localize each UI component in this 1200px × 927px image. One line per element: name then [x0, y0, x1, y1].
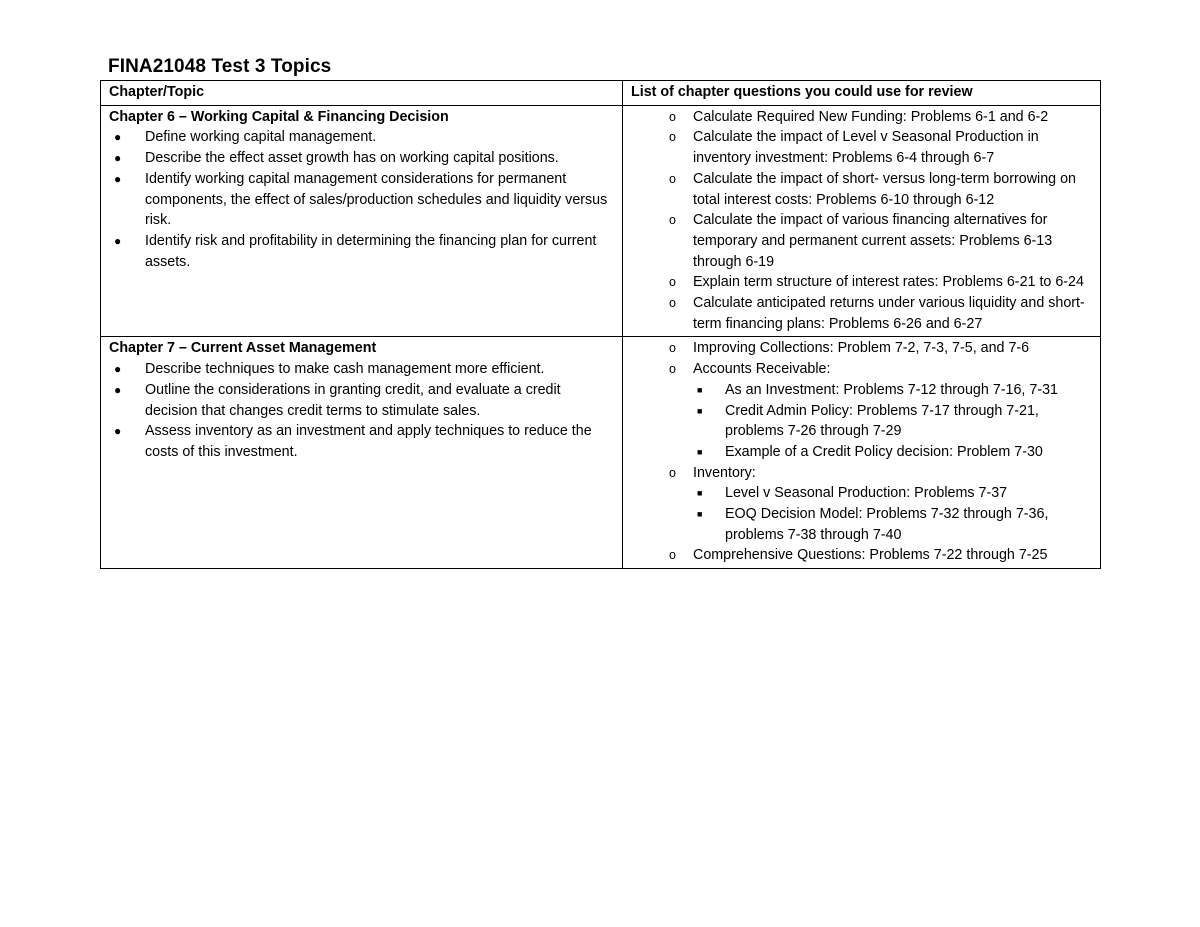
question-text: Calculate the impact of short- versus long-term borrowing on total interest costs: Problems 6-10 through 6-12: [693, 170, 1077, 208]
sub-questions-list: [693, 483, 1094, 545]
objective-text: Identify risk and profitability in determining the financing plan for current assets.: [145, 232, 597, 270]
objective-text: Assess inventory as an investment and apply techniques to reduce the costs of this investment.: [145, 423, 592, 460]
circle-bullet-icon: o: [669, 341, 676, 356]
objective-item: [109, 169, 616, 231]
sub-question-item: [693, 401, 1094, 442]
square-bullet-icon: ■: [697, 509, 703, 520]
circle-bullet-icon: o: [669, 465, 676, 480]
square-bullet-icon: ■: [697, 384, 703, 395]
square-bullet-icon: ■: [697, 446, 703, 457]
question-text: Improving Collections: Problem 7-2, 7-3, 7-5, and 7-6: [693, 340, 1030, 357]
question-text: Explain term structure of interest rates: Problems 6-21 to 6-24: [693, 274, 1084, 291]
circle-bullet-icon: o: [669, 362, 676, 377]
circle-bullet-icon: o: [669, 171, 676, 186]
question-item: [631, 545, 1094, 566]
chapter-title: Chapter 6 – Working Capital & Financing Decision: [109, 108, 449, 125]
square-bullet-icon: ■: [697, 405, 703, 416]
topics-table: [100, 80, 1101, 569]
column-header-chapter-topic: Chapter/Topic: [101, 81, 623, 106]
questions-list: [631, 107, 1094, 335]
question-item: [631, 293, 1094, 334]
review-questions-cell: [623, 337, 1101, 569]
square-bullet-icon: ■: [697, 488, 703, 499]
objective-item: [109, 380, 616, 421]
chapter-title: Chapter 7 – Current Asset Management: [109, 340, 377, 357]
bullet-icon: ●: [114, 233, 122, 248]
sub-question-text: Credit Admin Policy: Problems 7-17 through 7-21, problems 7-26 through 7-29: [725, 402, 1039, 440]
circle-bullet-icon: o: [669, 548, 676, 563]
circle-bullet-icon: o: [669, 275, 676, 290]
question-text: Calculate the impact of Level v Seasonal Production in inventory investment: Problems 6-4 through 6-7: [693, 129, 1039, 167]
objectives-list: [109, 127, 616, 272]
question-item: [631, 359, 1094, 463]
circle-bullet-icon: o: [669, 130, 676, 145]
table-row-chapter-7: [101, 337, 1101, 569]
circle-bullet-icon: o: [669, 109, 676, 124]
objectives-list: [109, 359, 616, 463]
objective-text: Describe the effect asset growth has on working capital positions.: [145, 150, 559, 167]
question-text: Inventory:: [693, 464, 756, 481]
questions-list: [631, 338, 1094, 566]
table-row-chapter-6: [101, 105, 1101, 337]
table-header-row: [101, 81, 1101, 106]
chapter-topic-cell: [101, 337, 623, 569]
circle-bullet-icon: o: [669, 296, 676, 311]
question-item: [631, 463, 1094, 546]
sub-question-item: [693, 380, 1094, 401]
objective-item: [109, 359, 616, 380]
bullet-icon: ●: [114, 151, 122, 166]
review-questions-cell: [623, 105, 1101, 337]
page-title: FINA21048 Test 3 Topics: [108, 56, 332, 77]
question-text: Calculate anticipated returns under various liquidity and short-term financing plans: Problems 6-26 and 6-27: [693, 295, 1085, 332]
objective-text: Identify working capital management considerations for permanent components, the effect of sales/production schedules and liquidity versus risk.: [145, 170, 608, 229]
objective-text: Describe techniques to make cash management more efficient.: [145, 361, 545, 378]
question-text: Calculate Required New Funding: Problems 6-1 and 6-2: [693, 108, 1049, 125]
question-item: [631, 338, 1094, 359]
question-item: [631, 169, 1094, 210]
objective-item: [109, 421, 616, 462]
question-text: Accounts Receivable:: [693, 361, 831, 378]
sub-question-item: [693, 504, 1094, 545]
objective-text: Outline the considerations in granting credit, and evaluate a credit decision that changes credit terms to stimulate sales.: [145, 381, 561, 419]
sub-question-text: Level v Seasonal Production: Problems 7-37: [725, 485, 1008, 502]
bullet-icon: ●: [114, 130, 122, 145]
question-item: [631, 107, 1094, 128]
chapter-topic-cell: [101, 105, 623, 337]
sub-question-text: As an Investment: Problems 7-12 through 7-16, 7-31: [725, 381, 1058, 398]
question-text: Calculate the impact of various financing alternatives for temporary and permanent current assets: Problems 6-13 through 6-19: [693, 212, 1053, 270]
bullet-icon: ●: [114, 424, 122, 439]
bullet-icon: ●: [114, 362, 122, 377]
question-item: [631, 272, 1094, 293]
question-text: Comprehensive Questions: Problems 7-22 through 7-25: [693, 547, 1048, 564]
sub-questions-list: [693, 380, 1094, 463]
sub-question-item: [693, 442, 1094, 463]
sub-question-text: EOQ Decision Model: Problems 7-32 through 7-36, problems 7-38 through 7-40: [725, 506, 1049, 543]
question-item: [631, 210, 1094, 272]
bullet-icon: ●: [114, 382, 122, 397]
sub-question-text: Example of a Credit Policy decision: Problem 7-30: [725, 443, 1043, 460]
column-header-review-questions: List of chapter questions you could use for review: [623, 81, 1101, 106]
question-item: [631, 127, 1094, 168]
sub-question-item: [693, 483, 1094, 504]
objective-text: Define working capital management.: [145, 129, 377, 146]
bullet-icon: ●: [114, 171, 122, 186]
objective-item: [109, 231, 616, 272]
circle-bullet-icon: o: [669, 213, 676, 228]
objective-item: [109, 127, 616, 148]
objective-item: [109, 148, 616, 169]
